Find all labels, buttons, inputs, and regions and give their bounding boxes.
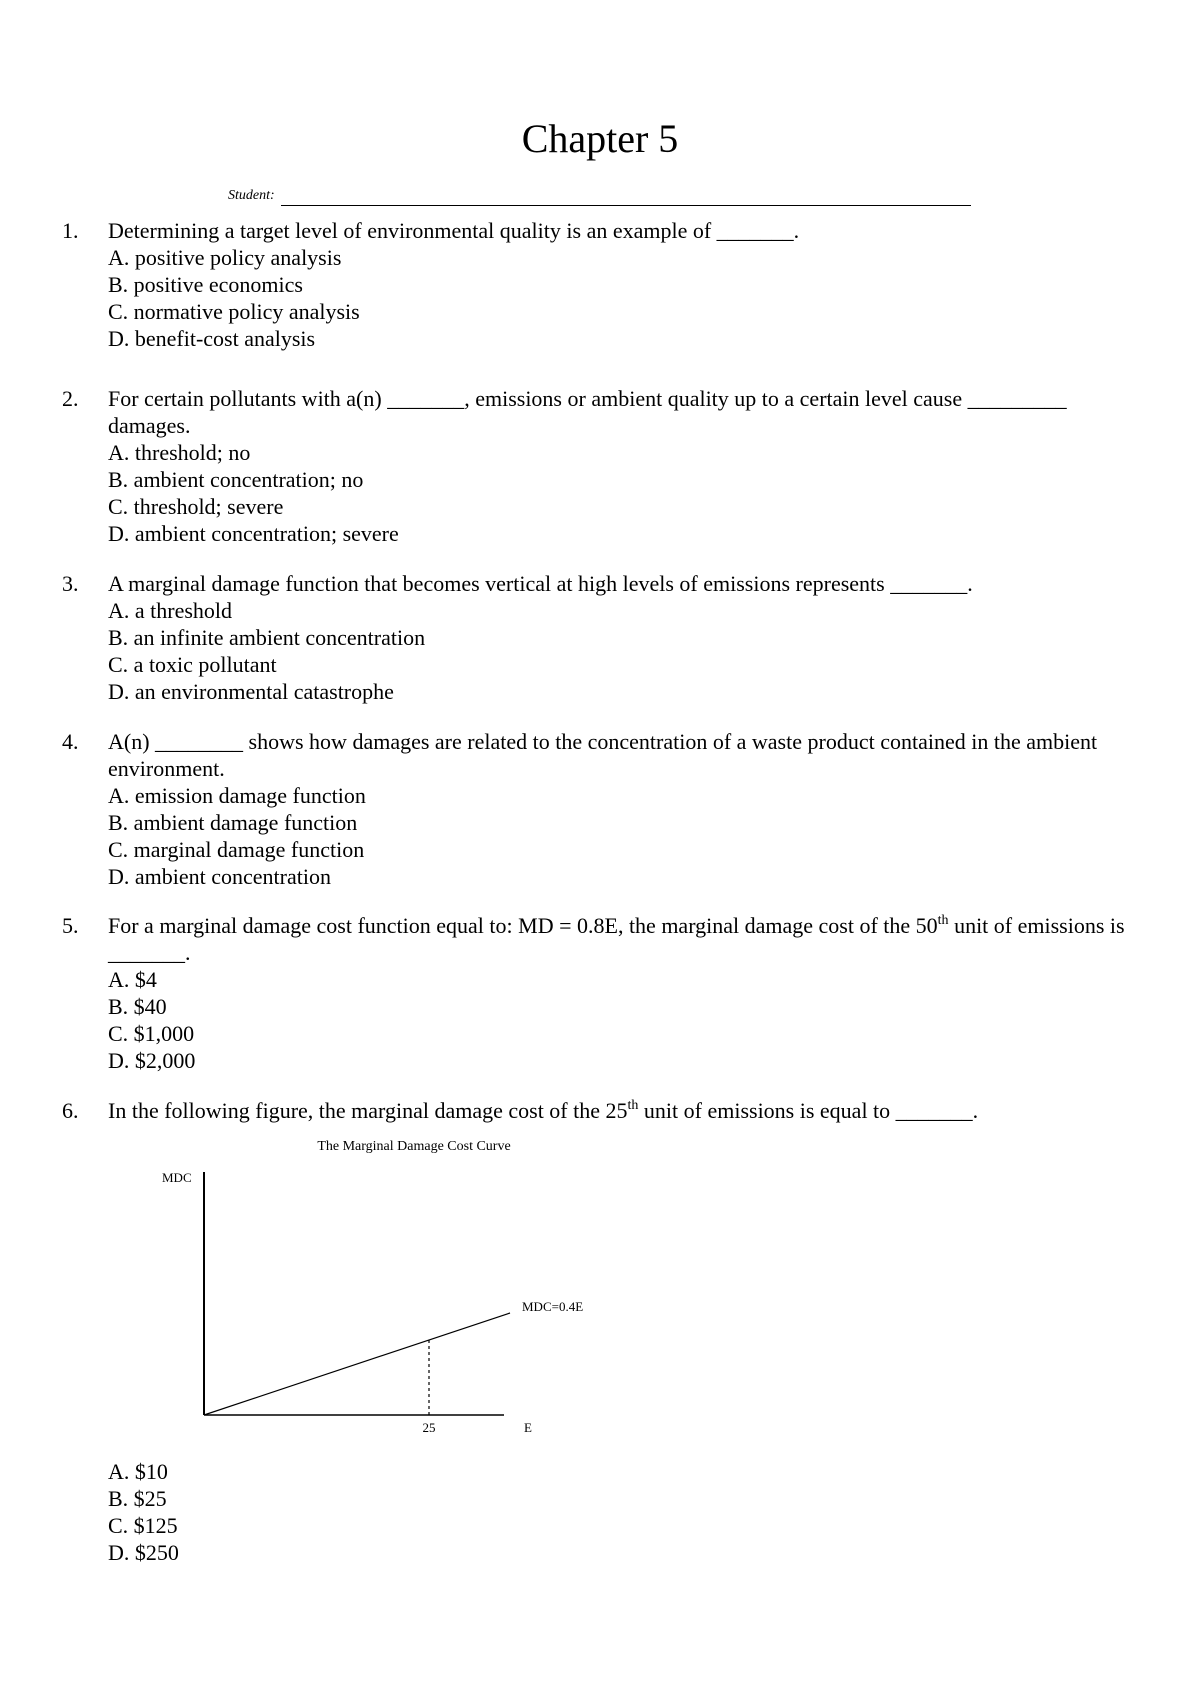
x-axis-label: E (524, 1420, 532, 1435)
chart-title: The Marginal Damage Cost Curve (317, 1139, 511, 1154)
question-2 (62, 385, 1142, 547)
question-5 (62, 912, 1142, 1074)
superscript: th (937, 913, 949, 928)
option-b: B. $25 (108, 1486, 167, 1511)
student-name-blank[interactable] (281, 191, 971, 206)
option-a: A. threshold; no (108, 440, 251, 465)
option-b: B. $40 (108, 994, 167, 1019)
option-c: C. threshold; severe (108, 494, 284, 519)
option-a: A. positive policy analysis (108, 245, 342, 270)
question-text: A marginal damage function that becomes vertical at high levels of emissions represents _______. (108, 571, 973, 596)
question-number: 1. (62, 218, 79, 243)
option-d: D. benefit-cost analysis (108, 326, 316, 351)
question-3 (62, 570, 1142, 705)
mdc-chart (144, 1132, 599, 1452)
series-label: MDC=0.4E (522, 1299, 584, 1314)
option-c: C. normative policy analysis (108, 299, 360, 324)
question-number: 2. (62, 386, 79, 411)
question-text: For a marginal damage cost function equal to: MD = 0.8E, the marginal damage cost of the 50th unit of emissions is _______. (108, 913, 1125, 965)
option-c: C. $125 (108, 1513, 178, 1538)
option-b: B. ambient damage function (108, 810, 358, 835)
x-tick-label: 25 (422, 1420, 436, 1435)
option-a: A. a threshold (108, 598, 233, 623)
option-b: B. an infinite ambient concentration (108, 625, 426, 650)
y-axis-label: MDC (162, 1170, 192, 1185)
option-c: C. a toxic pollutant (108, 652, 277, 677)
question-text: For certain pollutants with a(n) _______, emissions or ambient quality up to a certain level cause _________ damages. (108, 386, 1067, 438)
option-c: C. $1,000 (108, 1021, 195, 1046)
series-line (204, 1313, 510, 1415)
option-a: A. $10 (108, 1459, 168, 1484)
question-number: 4. (62, 729, 79, 754)
option-c: C. marginal damage function (108, 837, 365, 862)
question-6 (62, 1097, 1142, 1566)
option-d: D. $250 (108, 1540, 179, 1565)
question-text: Determining a target level of environmental quality is an example of _______. (108, 218, 800, 243)
page-title: Chapter 5 (521, 116, 679, 161)
student-label: Student: (228, 188, 275, 203)
question-text: A(n) ________ shows how damages are related to the concentration of a waste product contained in the ambient environment. (108, 729, 1098, 781)
option-d: D. ambient concentration; severe (108, 521, 399, 546)
student-line (228, 186, 971, 206)
option-d: D. ambient concentration (108, 864, 331, 889)
option-a: A. emission damage function (108, 783, 366, 808)
question-number: 6. (62, 1098, 79, 1123)
option-b: B. positive economics (108, 272, 303, 297)
option-d: D. an environmental catastrophe (108, 679, 394, 704)
question-number: 3. (62, 571, 79, 596)
question-4 (62, 728, 1142, 890)
superscript: th (627, 1098, 639, 1113)
question-number: 5. (62, 913, 79, 938)
question-1 (62, 217, 1142, 352)
mdc-figure (144, 1132, 1142, 1452)
question-text: In the following figure, the marginal damage cost of the 25th unit of emissions is equal to _______. (108, 1098, 979, 1123)
option-a: A. $4 (108, 967, 157, 992)
option-b: B. ambient concentration; no (108, 467, 364, 492)
option-d: D. $2,000 (108, 1048, 196, 1073)
